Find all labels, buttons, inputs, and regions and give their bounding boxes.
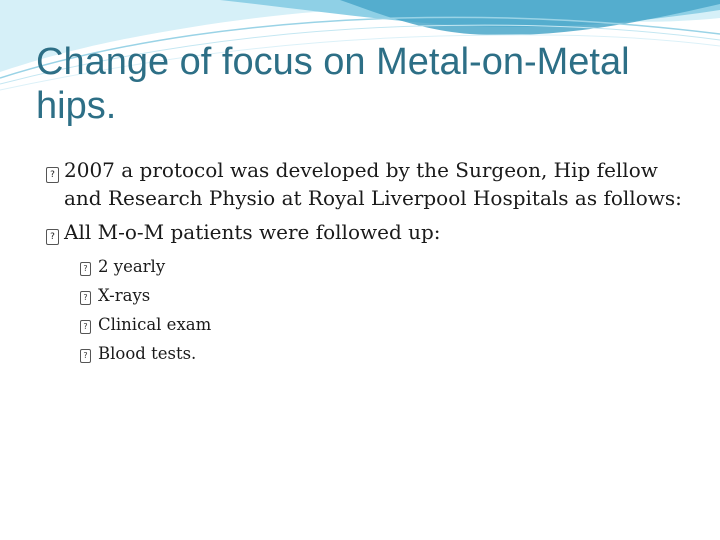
bullet-icon: ? (80, 339, 91, 368)
bullet-point (46, 156, 686, 212)
bullet-point (46, 218, 686, 246)
sub-bullet-text: Blood tests. (98, 344, 197, 363)
bullet-icon: ? (80, 252, 91, 281)
bullet-icon: ? (80, 281, 91, 310)
slide-title: Change of focus on Metal-on-Metal hips. (36, 41, 630, 127)
sub-bullet-point (80, 310, 686, 339)
sub-bullet-text: 2 yearly (98, 257, 166, 276)
bullet-text: 2007 a protocol was developed by the Surgeon, Hip fellow and Research Physio at Royal Liverpool Hospitals as follows: (64, 158, 682, 210)
sub-bullet-point (80, 281, 686, 310)
sub-bullet-point (80, 339, 686, 368)
sub-bullet-point (80, 252, 686, 281)
bullet-text: All M-o-M patients were followed up: (64, 220, 441, 244)
bullet-icon: ? (80, 310, 91, 339)
slide-body (46, 156, 686, 368)
bullet-icon: ? (46, 218, 59, 246)
bullet-icon: ? (46, 156, 59, 184)
sub-bullet-text: X-rays (98, 286, 151, 305)
sub-bullet-text: Clinical exam (98, 315, 212, 334)
